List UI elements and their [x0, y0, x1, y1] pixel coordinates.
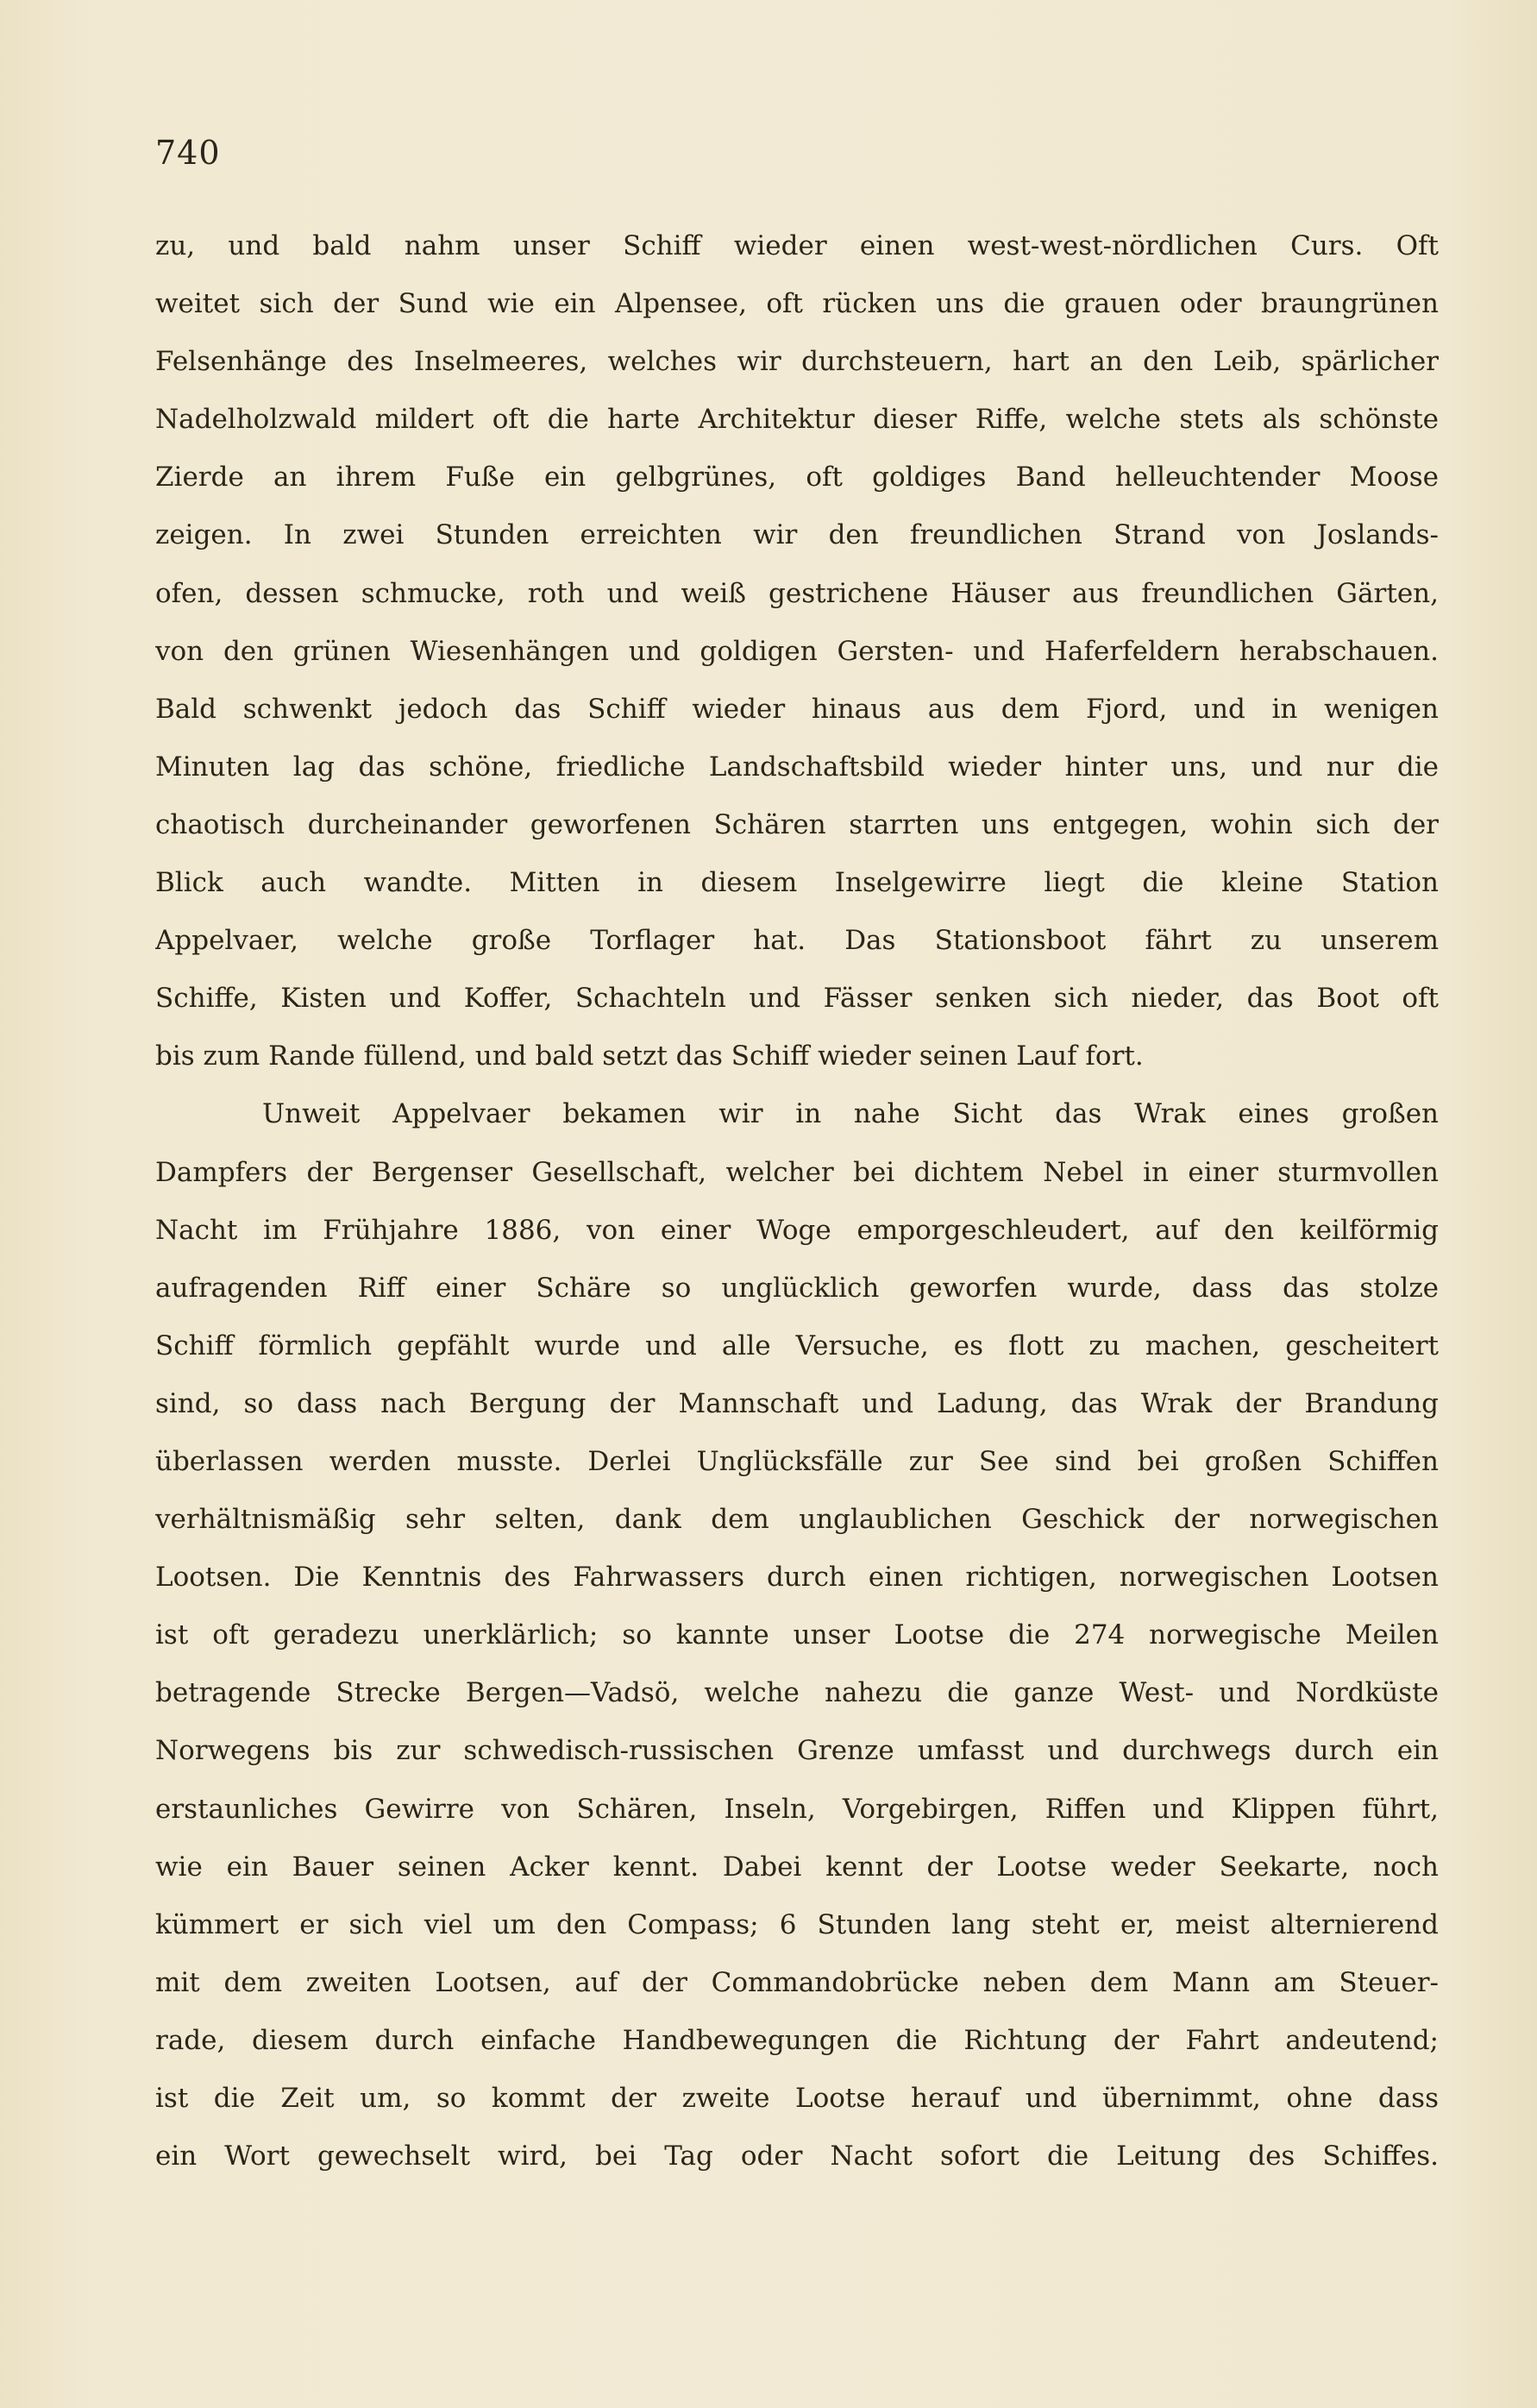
text-line: mit dem zweiten Lootsen, auf der Commandobrücke neben dem Mann am Steuer- — [155, 1966, 1439, 1998]
text-line: verhältnismäßig sehr selten, dank dem unglaublichen Geschick der norwegischen — [155, 1504, 1439, 1536]
text-line: Bald schwenkt jedoch das Schiff wieder hinaus aus dem Fjord, und in wenigen — [155, 693, 1439, 725]
text-line: überlassen werden musste. Derlei Unglücksfälle zur See sind bei großen Schiffen — [155, 1445, 1439, 1477]
page-number: 740 — [155, 134, 221, 172]
text-line: Unweit Appelvaer bekamen wir in nahe Sicht das Wrak eines großen — [262, 1098, 1439, 1130]
text-line: zeigen. In zwei Stunden erreichten wir den freundlichen Strand von Joslands- — [155, 519, 1439, 551]
text-line: weitet sich der Sund wie ein Alpensee, oft rücken uns die grauen oder braungrünen — [155, 288, 1439, 320]
text-line: zu, und bald nahm unser Schiff wieder einen west-west-nördlichen Curs. Oft — [155, 230, 1439, 261]
text-line: Blick auch wandte. Mitten in diesem Inselgewirre liegt die kleine Station — [155, 867, 1439, 899]
text-line: betragende Strecke Bergen—Vadsö, welche nahezu die ganze West- und Nordküste — [155, 1677, 1439, 1709]
text-line: Nadelholzwald mildert oft die harte Architektur dieser Riffe, welche stets als schönste — [155, 404, 1439, 436]
text-line: ist oft geradezu unerklärlich; so kannte unser Lootse die 274 norwegische Meilen — [155, 1619, 1439, 1651]
body-text — [155, 217, 1439, 2185]
text-line: von den grünen Wiesenhängen und goldigen Gersten- und Haferfeldern herabschauen. — [155, 635, 1439, 667]
text-line: Zierde an ihrem Fuße ein gelbgrünes, oft goldiges Band helleuchtender Moose — [155, 462, 1439, 494]
text-line: Minuten lag das schöne, friedliche Landschaftsbild wieder hinter uns, und nur die — [155, 751, 1439, 783]
text-line: ofen, dessen schmucke, roth und weiß gestrichene Häuser aus freundlichen Gärten, — [155, 577, 1439, 609]
text-line: kümmert er sich viel um den Compass; 6 Stunden lang steht er, meist alternierend — [155, 1908, 1439, 1940]
text-line: Schiffe, Kisten und Koffer, Schachteln und Fässer senken sich nieder, das Boot oft — [155, 983, 1439, 1015]
text-line: ist die Zeit um, so kommt der zweite Lootse herauf und übernimmt, ohne dass — [155, 2083, 1439, 2114]
text-line: Felsenhänge des Inselmeeres, welches wir durchsteuern, hart an den Leib, spärlicher — [155, 346, 1439, 378]
text-line: chaotisch durcheinander geworfenen Schären starrten uns entgegen, wohin sich der — [155, 808, 1439, 840]
text-line: ein Wort gewechselt wird, bei Tag oder Nacht sofort die Leitung des Schiffes. — [155, 2141, 1439, 2172]
text-line: sind, so dass nach Bergung der Mannschaft und Ladung, das Wrak der Brandung — [155, 1387, 1439, 1419]
text-line: Norwegens bis zur schwedisch-russischen Grenze umfasst und durchwegs durch ein — [155, 1735, 1439, 1767]
text-line: bis zum Rande füllend, und bald setzt das Schiff wieder seinen Lauf fort. — [155, 1041, 1144, 1072]
text-line: rade, diesem durch einfache Handbewegungen die Richtung der Fahrt andeutend; — [155, 2024, 1439, 2056]
text-line: erstaunliches Gewirre von Schären, Inseln, Vorgebirgen, Riffen und Klippen führt, — [155, 1793, 1439, 1825]
text-line: Nacht im Frühjahre 1886, von einer Woge emporgeschleudert, auf den keilförmig — [155, 1214, 1439, 1246]
text-line: Schiff förmlich gepfählt wurde und alle Versuche, es flott zu machen, gescheitert — [155, 1330, 1439, 1361]
text-line: aufragenden Riff einer Schäre so unglücklich geworfen wurde, dass das stolze — [155, 1272, 1439, 1304]
text-line: wie ein Bauer seinen Acker kennt. Dabei kennt der Lootse weder Seekarte, noch — [155, 1851, 1439, 1883]
text-line: Dampfers der Bergenser Gesellschaft, welcher bei dichtem Nebel in einer sturmvollen — [155, 1156, 1439, 1188]
text-line: Lootsen. Die Kenntnis des Fahrwassers durch einen richtigen, norwegischen Lootsen — [155, 1562, 1439, 1594]
text-line: Appelvaer, welche große Torflager hat. Das Stationsboot fährt zu unserem — [155, 925, 1439, 957]
